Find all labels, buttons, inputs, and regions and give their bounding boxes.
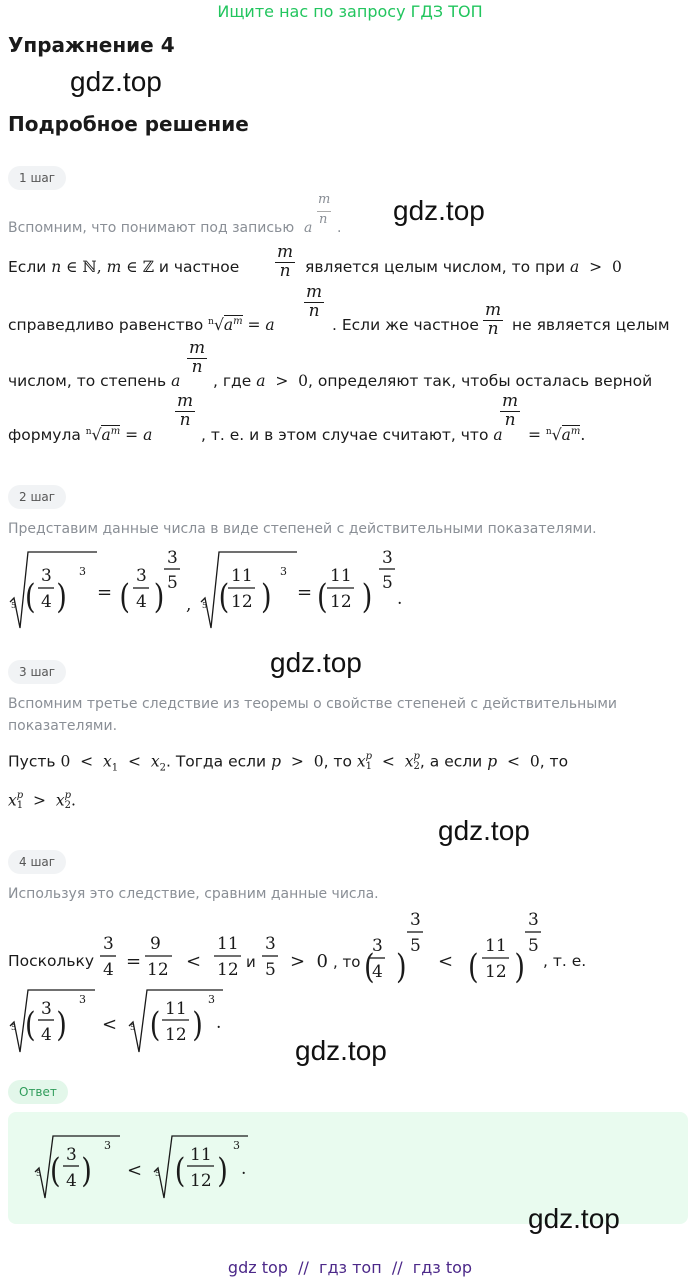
svg-text:(: ( — [174, 1151, 186, 1191]
svg-text:12: 12 — [217, 960, 239, 980]
svg-text:11: 11 — [231, 566, 253, 586]
svg-text:3: 3 — [104, 1139, 111, 1152]
footer-links[interactable]: gdz top // гдз топ // гдз top — [227, 1258, 473, 1277]
svg-text:): ) — [153, 577, 165, 617]
svg-text:> 0: > 0 — [290, 951, 328, 972]
svg-text:3: 3 — [167, 548, 178, 568]
svg-text:3: 3 — [382, 548, 393, 568]
svg-text:): ) — [361, 577, 373, 617]
svg-text:(: ( — [149, 1005, 161, 1045]
svg-text:4: 4 — [372, 962, 383, 982]
step-2-badge: 2 шаг — [8, 485, 66, 509]
svg-text:): ) — [261, 577, 272, 617]
svg-text:11: 11 — [217, 934, 239, 954]
step-3-hint-cont: показателями. — [8, 718, 118, 734]
svg-text:(: ( — [25, 577, 36, 617]
step-4-formula — [100, 905, 700, 995]
svg-text:): ) — [81, 1151, 92, 1191]
svg-text:5: 5 — [36, 1169, 42, 1178]
step-1-line-4c: = $^n√a^m$. — [528, 426, 586, 445]
answer-formula — [30, 1132, 270, 1204]
svg-text:3: 3 — [66, 1145, 77, 1165]
svg-text:5: 5 — [155, 1169, 161, 1178]
svg-text:): ) — [396, 947, 407, 987]
svg-text:4: 4 — [41, 1025, 52, 1045]
svg-text:3: 3 — [136, 566, 147, 586]
step-4-hint: Используя это следствие, сравним данные числа. — [8, 886, 379, 902]
svg-text:3: 3 — [233, 1139, 240, 1152]
step-2-hint: Представим данные числа в виде степеней с действительными показателями. — [8, 521, 597, 537]
svg-text:11: 11 — [190, 1145, 212, 1165]
svg-text:.: . — [216, 1013, 222, 1033]
svg-text:(: ( — [50, 1151, 61, 1191]
svg-text:4: 4 — [41, 592, 52, 612]
svg-text:=: = — [126, 951, 142, 972]
svg-text:3: 3 — [41, 566, 52, 586]
svg-text:<: < — [438, 951, 454, 972]
step-3-line-1: Пусть $0 < x_1 < x_2$. Тогда если p > 0, то x p 1 < x p 2 , а если p < 0, то — [8, 751, 569, 774]
step-4-conclusion — [5, 986, 245, 1058]
step-1-line-1b: является целым числом, то при a > 0 — [305, 258, 622, 276]
watermark: gdz.top — [393, 195, 485, 226]
svg-text:5: 5 — [11, 1023, 17, 1032]
svg-text:(: ( — [468, 947, 479, 987]
svg-text:): ) — [56, 577, 67, 617]
svg-text:3: 3 — [103, 934, 114, 954]
answer-badge: Ответ — [8, 1080, 68, 1104]
svg-text:3: 3 — [528, 910, 539, 930]
svg-text:): ) — [514, 947, 526, 987]
svg-text:.: . — [397, 589, 403, 609]
svg-text:(: ( — [218, 577, 230, 617]
svg-text:,: , — [186, 595, 192, 615]
svg-text:11: 11 — [165, 999, 187, 1019]
step-1-line-2c: не является целым — [512, 316, 670, 334]
svg-text:12: 12 — [147, 960, 169, 980]
exponent-m-n: $\frac{m}{n}$ — [502, 391, 519, 430]
svg-text:.: . — [241, 1159, 247, 1179]
svg-text:и: и — [246, 953, 256, 971]
svg-text:=: = — [297, 582, 313, 603]
svg-text:3: 3 — [372, 936, 383, 956]
step-4-badge: 4 шаг — [8, 850, 66, 874]
svg-text:5: 5 — [11, 601, 17, 610]
step-3-hint: Вспомним третье следствие из теоремы о свойстве степеней с действительными — [8, 696, 617, 712]
svg-text:5: 5 — [130, 1023, 136, 1032]
step-1-line-3: числом, то степень a — [8, 372, 181, 390]
svg-text:3: 3 — [410, 910, 421, 930]
svg-text:3: 3 — [265, 934, 276, 954]
step-4-label: Поскольку — [8, 952, 95, 970]
svg-text:3: 3 — [79, 993, 86, 1006]
svg-text:5: 5 — [265, 960, 276, 980]
svg-text:<: < — [102, 1014, 118, 1035]
svg-text:=: = — [97, 582, 113, 603]
step-1-badge: 1 шаг — [8, 166, 66, 190]
svg-text:): ) — [217, 1151, 228, 1191]
svg-text:9: 9 — [150, 934, 161, 954]
step-1-line-1: Если n ∈ ℕ, m ∈ ℤ и частное — [8, 258, 240, 276]
step-1-line-4: формула $^n√a^m = a$ — [8, 426, 153, 445]
watermark: gdz.top — [438, 815, 530, 846]
watermark: gdz.top — [295, 1035, 387, 1066]
svg-text:(: ( — [317, 577, 328, 617]
svg-text:12: 12 — [330, 592, 352, 612]
svg-text:12: 12 — [485, 962, 507, 982]
step-1-line-3b: , где a > 0, определяют так, чтобы осталась верной — [213, 372, 653, 390]
svg-text:11: 11 — [330, 566, 352, 586]
svg-text:4: 4 — [103, 960, 114, 980]
svg-text:<: < — [127, 1160, 143, 1181]
svg-text:): ) — [56, 1005, 67, 1045]
exponent-m-n: $\frac{m}{n}$ — [306, 282, 323, 321]
exponent-m-n: $\frac{m}{n}$ — [189, 338, 206, 377]
step-1-hint: Вспомним, что понимают под записью — [8, 220, 295, 236]
svg-text:3: 3 — [41, 999, 52, 1019]
exponent-m-n: $\frac{m}{n}$ — [177, 391, 194, 430]
svg-text:3: 3 — [79, 565, 86, 578]
svg-text:12: 12 — [231, 592, 253, 612]
svg-text:<: < — [186, 951, 202, 972]
svg-text:(: ( — [25, 1005, 36, 1045]
svg-text:5: 5 — [528, 936, 539, 956]
exercise-title: Упражнение 4 — [8, 33, 175, 57]
svg-text:5: 5 — [202, 601, 208, 610]
step-1-line-2: справедливо равенство $^n√a^m = a$ — [8, 316, 275, 335]
watermark: gdz.top — [528, 1203, 620, 1234]
section-title: Подробное решение — [8, 112, 249, 136]
svg-text:12: 12 — [190, 1171, 212, 1191]
step-2-formula — [5, 540, 425, 632]
watermark: gdz.top — [70, 66, 162, 97]
svg-text:(: ( — [119, 577, 131, 617]
svg-text:3: 3 — [208, 993, 215, 1006]
svg-text:5: 5 — [410, 936, 421, 956]
svg-text:5: 5 — [382, 573, 393, 593]
svg-text:11: 11 — [485, 936, 507, 956]
svg-text:(: ( — [364, 947, 375, 987]
svg-text:5: 5 — [167, 573, 178, 593]
a-m-over-n-notation: a m n . — [304, 192, 342, 236]
svg-text:): ) — [192, 1005, 203, 1045]
watermark: gdz.top — [270, 647, 362, 678]
fraction-m-n: $\frac{m}{n}$ — [485, 300, 502, 339]
top-banner[interactable]: Ищите нас по запросу ГДЗ ТОП — [217, 2, 483, 21]
step-1-line-2b: . Если же частное — [332, 316, 479, 334]
step-3-badge: 3 шаг — [8, 660, 66, 684]
svg-text:4: 4 — [66, 1171, 77, 1191]
svg-text:3: 3 — [280, 565, 287, 578]
step-1-line-4b: , т. е. и в этом случае считают, что a — [201, 426, 503, 444]
svg-text:12: 12 — [165, 1025, 187, 1045]
fraction-m-n: $\frac{m}{n}$ — [277, 242, 294, 281]
step-4-te: , т. е. — [543, 952, 587, 970]
step-3-line-2: x p 1 > x p 2 . — [8, 790, 76, 811]
svg-text:, то: , то — [333, 953, 361, 971]
svg-text:4: 4 — [136, 592, 147, 612]
